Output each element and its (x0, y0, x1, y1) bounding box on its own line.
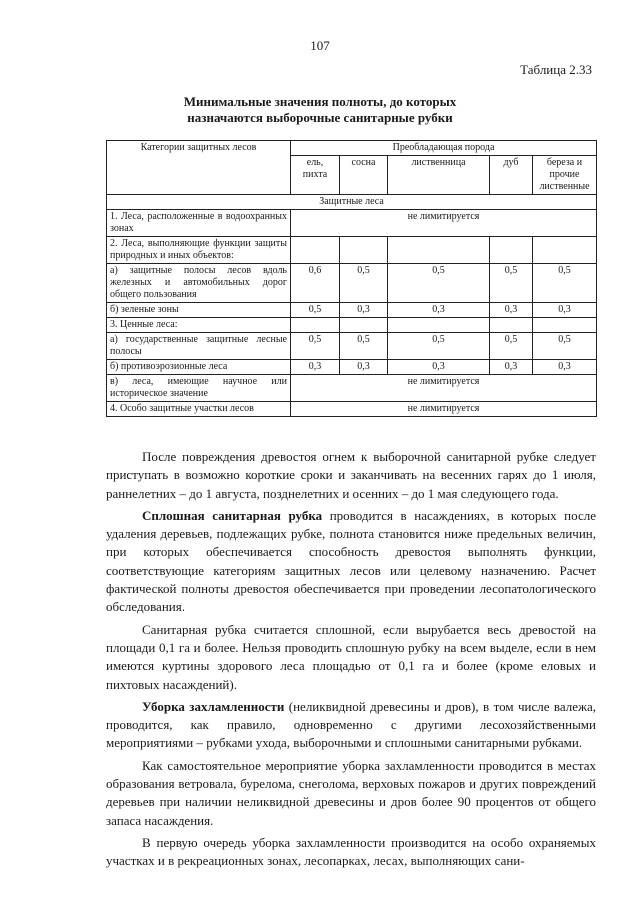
section-header: Защитные леса (107, 195, 597, 210)
species-col: лиственница (388, 156, 490, 195)
value-cell (490, 318, 533, 333)
value-cell (340, 318, 388, 333)
value-cell: 0,5 (291, 333, 340, 360)
not-limited-cell: не лимитируется (291, 402, 597, 417)
value-cell (388, 318, 490, 333)
paragraph: Как самостоятельное мероприятие уборка захламленности проводится в местах образования ветровала, бурелома, снеголома, верховых пожаров и других повреждений деревьев при наличии неликвидной древесины и дров более 90 процентов от общего запаса насаждения. (106, 757, 596, 828)
not-limited-cell: не лимитируется (291, 375, 597, 402)
value-cell: 0,6 (291, 264, 340, 303)
table-label: Таблица 2.33 (520, 62, 592, 77)
value-cell: 0,5 (388, 264, 490, 303)
species-col: ель, пихта (291, 156, 340, 195)
table-row (107, 360, 597, 375)
value-cell: 0,3 (291, 360, 340, 375)
table-row (107, 333, 597, 360)
body-text (106, 448, 596, 875)
value-cell: 0,5 (388, 333, 490, 360)
table-title-line-2: назначаются выборочные санитарные рубки (187, 110, 453, 125)
table-row (107, 318, 597, 333)
table-row (107, 210, 597, 237)
row-category: 1. Леса, расположенные в водоохранных зонах (107, 210, 291, 237)
paragraph: Санитарная рубка считается сплошной, если вырубается весь древостой на площади 0,1 га и более. Нельзя проводить сплошную рубку на всем выделе, если в нем имеются куртины здорового леса площадью от 0,1 га и более (кроме еловых и пихтовых насаждений). (106, 621, 596, 692)
species-col: сосна (340, 156, 388, 195)
value-cell: 0,3 (340, 303, 388, 318)
row-category: 2. Леса, выполняющие функции защиты природных и иных объектов: (107, 237, 291, 264)
table-row (107, 402, 597, 417)
paragraph-text: проводится в насаждениях, в которых после удаления деревьев, подлежащих рубке, полнота становится ниже предельных величин, при которых обеспечивается способность древостоя выполнять функции, соответствующие категориям защитных лесов или целевому назначению. Расчет фактической полноты древостоя обеспечивается при проведении лесопатологического обследования. (106, 507, 596, 615)
value-cell: 0,3 (388, 303, 490, 318)
value-cell: 0,5 (291, 303, 340, 318)
value-cell: 0,3 (490, 303, 533, 318)
table-row (107, 264, 597, 303)
term-debris-removal: Уборка захламленности (142, 698, 285, 714)
value-cell: 0,3 (340, 360, 388, 375)
value-cell: 0,5 (490, 333, 533, 360)
paragraph: После повреждения древостоя огнем к выборочной санитарной рубке следует приступать в возможно короткие сроки и заканчивать на весенних гарях до 1 июля, раннелетних – до 1 августа, позднелетних и осенних – до 1 мая следующего года. (106, 449, 596, 501)
value-cell (533, 237, 597, 264)
value-cell: 0,3 (490, 360, 533, 375)
term-clear-cut: Сплошная санитарная рубка (142, 507, 323, 523)
page-number: 107 (310, 38, 330, 53)
value-cell: 0,3 (533, 303, 597, 318)
table-row (107, 303, 597, 318)
not-limited-cell: не лимитируется (291, 210, 597, 237)
row-category: а) защитные полосы лесов вдоль железных и автомобильных дорог общего пользования (107, 264, 291, 303)
row-category: а) государственные защитные лесные полосы (107, 333, 291, 360)
value-cell (291, 318, 340, 333)
paragraph (106, 507, 596, 617)
value-cell (490, 237, 533, 264)
value-cell: 0,5 (340, 333, 388, 360)
row-category: б) противоэрозионные леса (107, 360, 291, 375)
paragraph-text: (неликвидной древесины и дров), в том числе валежа, проводится, как правило, одновременно с другими лесохозяйственными мероприятиями – рубками ухода, выборочными и сплошными санитарными рубками. (106, 698, 596, 751)
value-cell (291, 237, 340, 264)
table-title (0, 94, 640, 126)
row-category: в) леса, имеющие научное или историческое значение (107, 375, 291, 402)
species-col: береза и прочие лиственные (533, 156, 597, 195)
row-category: 4. Особо защитные участки лесов (107, 402, 291, 417)
value-cell: 0,5 (533, 264, 597, 303)
row-category: 3. Ценные леса: (107, 318, 291, 333)
paragraph: В первую очередь уборка захламленности производится на особо охраняемых участках и в рекреационных зонах, лесопарках, лесах, выполняющих сани- (106, 834, 596, 869)
value-cell: 0,5 (340, 264, 388, 303)
paragraph (106, 698, 596, 753)
value-cell: 0,5 (533, 333, 597, 360)
value-cell: 0,3 (388, 360, 490, 375)
header-category: Категории защитных лесов (107, 141, 291, 195)
value-cell (388, 237, 490, 264)
value-cell (340, 237, 388, 264)
species-col: дуб (490, 156, 533, 195)
header-species: Преобладающая порода (291, 141, 597, 156)
value-cell: 0,3 (533, 360, 597, 375)
row-category: б) зеленые зоны (107, 303, 291, 318)
table-row (107, 237, 597, 264)
min-density-table (106, 140, 597, 417)
value-cell (533, 318, 597, 333)
table-title-line-1: Минимальные значения полноты, до которых (183, 94, 457, 109)
table-row (107, 375, 597, 402)
value-cell: 0,5 (490, 264, 533, 303)
